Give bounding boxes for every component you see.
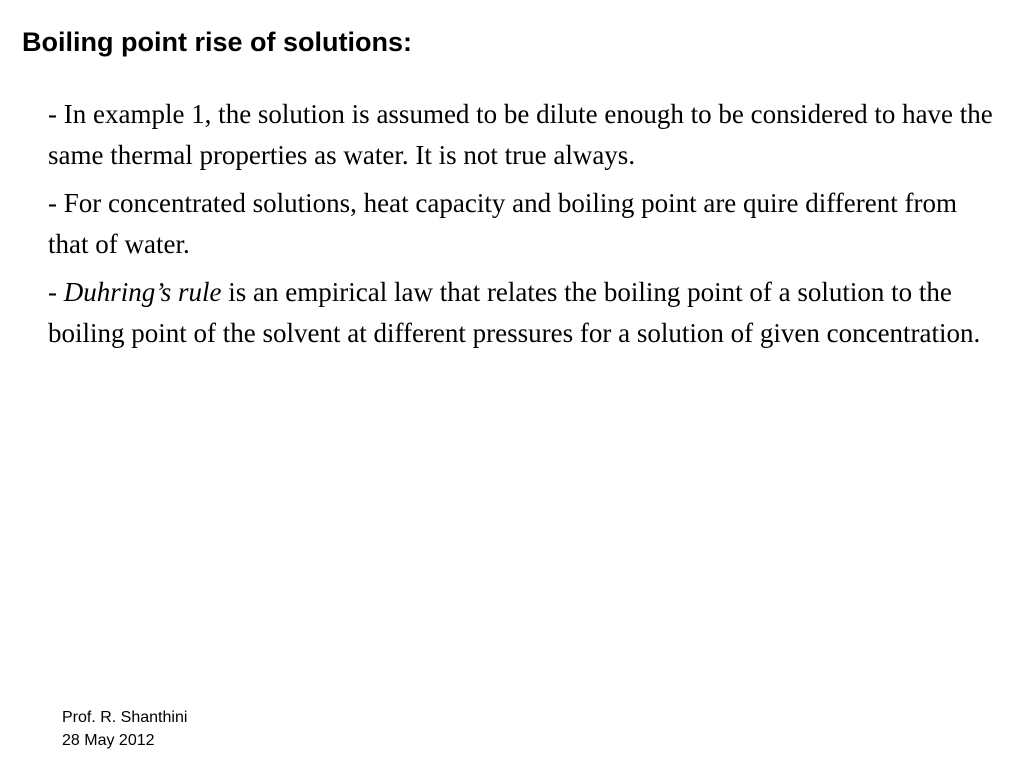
bullet-paragraph-3 — [48, 272, 998, 354]
bullet-paragraph-3-text: is an empirical law that relates the boiling point of a solution to the boiling point of the solvent at different pressures for a solution of given concentration. — [48, 277, 981, 348]
slide-body — [48, 94, 998, 361]
bullet-paragraph-2: - For concentrated solutions, heat capacity and boiling point are quire different from that of water. — [48, 188, 957, 259]
bullet-paragraph-1: - In example 1, the solution is assumed to be dilute enough to be considered to have the same thermal properties as water. It is not true always. — [48, 99, 993, 170]
slide-footer — [62, 706, 187, 752]
footer-author: Prof. R. Shanthini — [62, 709, 188, 726]
footer-date: 28 May 2012 — [62, 732, 155, 749]
duhrings-rule-term: Duhring’s rule — [63, 277, 222, 307]
bullet-prefix: - — [48, 277, 64, 307]
slide-title: Boiling point rise of solutions: — [22, 27, 412, 57]
